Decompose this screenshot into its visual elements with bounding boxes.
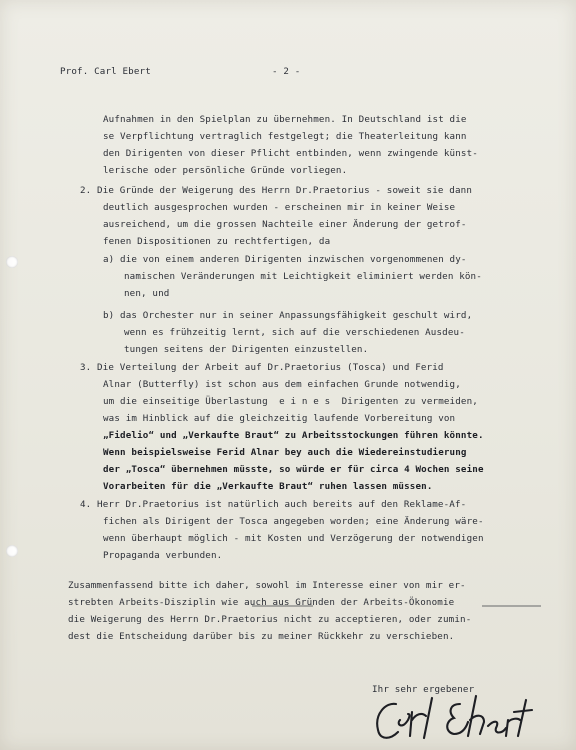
summary-line: Zusammenfassend bitte ich daher, sowohl im Interesse einer von mir er- xyxy=(68,580,466,591)
body-line: um die einseitige Überlastung e i n e s Dirigenten zu vermeiden, xyxy=(103,396,478,407)
point-4-line: 4. Herr Dr.Praetorius ist natürlich auch bereits auf den Reklame-Af- xyxy=(80,499,467,510)
body-line: wenn überhaupt möglich - mit Kosten und Verzögerung der notwendigen xyxy=(103,533,484,544)
body-line: Aufnahmen in den Spielplan zu übernehmen. In Deutschland ist die xyxy=(103,114,467,125)
point-2-line: 2. Die Gründe der Weigerung des Herrn Dr.Praetorius - soweit sie dann xyxy=(80,185,473,196)
body-line: fenen Dispositionen zu rechtfertigen, da xyxy=(103,236,331,247)
recipient-header: Prof. Carl Ebert xyxy=(60,66,151,77)
body-line: se Verpflichtung vertraglich festgelegt; die Theaterleitung kann xyxy=(103,131,467,142)
body-line: der „Tosca“ übernehmen müsste, so würde er für circa 4 Wochen seine xyxy=(103,464,484,475)
body-line: deutlich ausgesprochen wurden - erscheinen mir in keiner Weise xyxy=(103,202,456,213)
body-line: ausreichend, um die grossen Nachteile einer Änderung der getrof- xyxy=(103,219,467,230)
body-line: Alnar (Butterfly) ist schon aus dem einfachen Grunde notwendig, xyxy=(103,379,461,390)
body-line: Propaganda verbunden. xyxy=(103,550,223,561)
page-number: - 2 - xyxy=(272,66,301,77)
body-line: was im Hinblick auf die gleichzeitig laufende Vorbereitung von xyxy=(103,413,456,424)
point-3-line: 3. Die Verteilung der Arbeit auf Dr.Praetorius (Tosca) und Ferid xyxy=(80,362,444,373)
summary-line: die Weigerung des Herrn Dr.Praetorius nicht zu acceptieren, oder zumin- xyxy=(68,614,472,625)
body-line: den Dirigenten von dieser Pflicht entbinden, wenn zwingende künst- xyxy=(103,148,478,159)
point-2b-line: b) das Orchester nur in seiner Anpassungsfähigkeit geschult wird, xyxy=(103,310,473,321)
body-line: namischen Veränderungen mit Leichtigkeit eliminiert werden kön- xyxy=(124,271,482,282)
body-line: lerische oder persönliche Gründe vorliegen. xyxy=(103,165,348,176)
body-line: tungen seitens der Dirigenten einzustellen. xyxy=(124,344,369,355)
point-2a-line: a) die von einem anderen Dirigenten inzwischen vorgenommenen dy- xyxy=(103,254,467,265)
body-line: Vorarbeiten für die „Verkaufte Braut“ ruhen lassen müssen. xyxy=(103,481,433,492)
body-line: „Fidelio“ und „Verkaufte Braut“ zu Arbeitsstockungen führen könnte. xyxy=(103,430,484,441)
summary-line: dest die Entscheidung darüber bis zu meiner Rückkehr zu verschieben. xyxy=(68,631,455,642)
body-line: wenn es frühzeitig lernt, sich auf die verschiedenen Ausdeu- xyxy=(124,327,465,338)
body-line: nen, und xyxy=(124,288,170,299)
summary-line: strebten Arbeits-Disziplin wie auch aus Gründen der Arbeits-Ökonomie xyxy=(68,597,455,608)
closing-phrase: Ihr sehr ergebener xyxy=(372,684,475,695)
body-line: Wenn beispielsweise Ferid Alnar bey auch die Wiedereinstudierung xyxy=(103,447,467,458)
signature xyxy=(368,690,538,748)
body-line: fichen als Dirigent der Tosca angegeben worden; eine Änderung wäre- xyxy=(103,516,484,527)
